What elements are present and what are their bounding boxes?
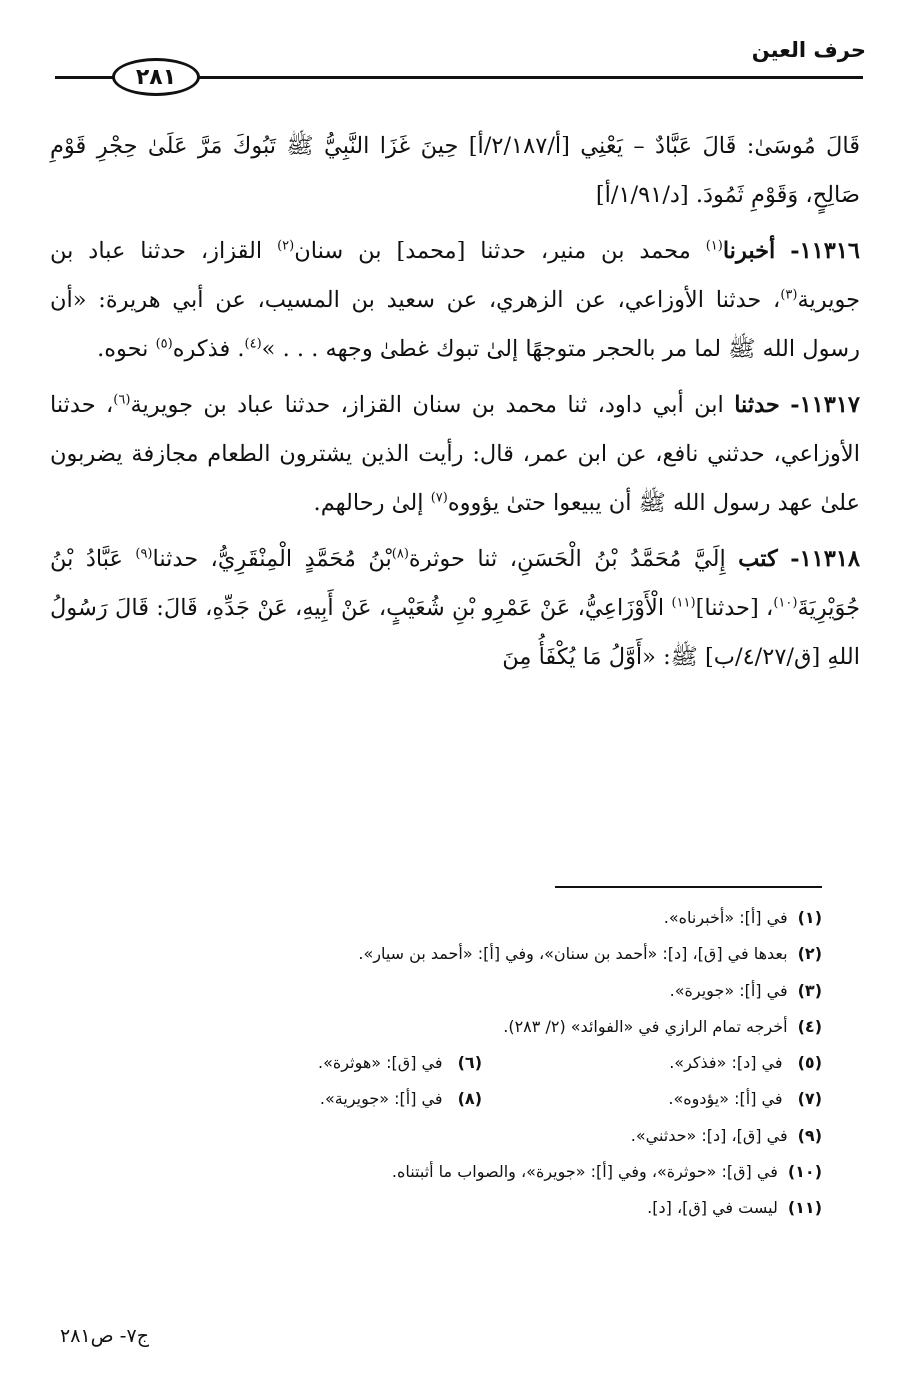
hadith-text: إلىٰ رحالهم.: [313, 490, 424, 516]
footnote-ref[interactable]: (٥): [155, 336, 173, 352]
footnote-item: [96, 936, 822, 972]
footnote-text: بعدها في [ق]، [د]: «أحمد بن سنان»، وفي [أ]: «أحمد بن سيار».: [358, 944, 788, 964]
page-number: ٢٨١: [135, 64, 177, 90]
footnote-text: في [ق]، [د]: «حدثني».: [630, 1125, 788, 1145]
page-number-badge: [112, 58, 200, 96]
footnote-number: (٨): [457, 1089, 482, 1109]
hadith-number: ١١٣١٨-: [790, 546, 860, 572]
hadith-text: ابن أبي داود، ثنا محمد بن سنان القزاز، حدثنا عباد بن جويرية: [130, 392, 724, 418]
footnote-number: (١١): [787, 1198, 822, 1218]
hadith-11316: [50, 227, 860, 374]
footnote-number: (٩): [797, 1125, 822, 1145]
footnote-text: في [أ]: «جويرة».: [669, 980, 788, 1000]
footnote-item-pair: [96, 1045, 822, 1081]
hadith-text: محمد بن منير، حدثنا [محمد] بن سنان: [294, 238, 691, 264]
hadith-number: ١١٣١٦-: [790, 238, 861, 264]
footnotes: [96, 900, 822, 1227]
footnote-ref[interactable]: (٩): [135, 546, 153, 562]
footnote-item: [96, 1190, 822, 1226]
hadith-text: ، [حدثنا]: [695, 595, 774, 621]
footnote-text: في [ق]: «حوثرة»، وفي [أ]: «جويرة»، والصواب ما أثبتناه.: [391, 1162, 778, 1182]
footnote-number: (٤): [797, 1016, 822, 1036]
footnote-ref[interactable]: (٧): [430, 490, 448, 506]
footnote-item: [96, 1118, 822, 1154]
hadith-text: بْنُ مُحَمَّدٍ الْمِنْقَرِيُّ، حدثنا: [152, 546, 392, 572]
footnote-ref[interactable]: (١): [705, 238, 723, 254]
footnote-number: (٦): [457, 1053, 482, 1073]
hadith-text: نحوه.: [97, 336, 149, 362]
footnote-text: في [ق]: «هوثرة».: [318, 1053, 443, 1073]
footnote-item: [96, 900, 822, 936]
hadith-text: عَبَّادُ بْنُ جُوَيْرِيَةَ: [50, 546, 860, 621]
footnote-ref[interactable]: (١١): [671, 595, 696, 611]
footnote-text: في [د]: «فذكر».: [669, 1053, 783, 1073]
paragraph-intro: [50, 122, 860, 220]
footnote-text: أخرجه تمام الرازي في «الفوائد» (٢/ ٢٨٣).: [503, 1016, 788, 1036]
hadith-keyword: كتب: [738, 546, 778, 572]
hadith-text: ، حدثنا الأوزاعي، عن الزهري، عن سعيد بن المسيب، عن أبي هريرة: «أن رسول الله ﷺ لما مر بالحجر متوجهًا إلىٰ تبوك غطىٰ وجهه . . . »: [50, 287, 860, 362]
hadith-number: ١١٣١٧-: [790, 392, 861, 418]
footnote-separator: [555, 886, 822, 888]
footnote-number: (١٠): [787, 1162, 822, 1182]
hadith-text: . فذكره: [172, 336, 245, 362]
footnote-number: (٣): [797, 980, 822, 1000]
footnote-text: في [أ]: «يؤدوه».: [668, 1089, 783, 1109]
hadith-text: الْأَوْزَاعِيُّ، عَنْ عَمْرِو بْنِ شُعَيْبٍ، عَنْ أَبِيهِ، عَنْ جَدِّهِ، قَالَ: قَالَ رَسُولُ اللهِ [ق/٤/٢٧/ب] ﷺ: «أَوَّلُ مَا يُكْفَأُ مِنَ: [50, 595, 860, 670]
hadith-text: القزاز، حدثنا عباد بن جويرية: [50, 238, 860, 313]
footnote-text: ليست في [ق]، [د].: [647, 1198, 778, 1218]
footnote-ref[interactable]: (٢): [277, 238, 295, 254]
footnote-cell: [482, 1081, 822, 1117]
footnote-text: في [أ]: «أخبرناه».: [663, 908, 788, 927]
hadith-11318: [50, 535, 860, 682]
hadith-text: ، حدثنا الأوزاعي، حدثني نافع، عن ابن عمر، قال: رأيت الذين يشترون الطعام مجازفة يضربون علىٰ عهد رسول الله ﷺ أن يبيعوا حتىٰ يؤووه: [50, 392, 860, 516]
footnote-number: (١): [797, 908, 822, 927]
footnote-cell: [482, 1045, 822, 1081]
footnote-text: في [أ]: «جويرية».: [319, 1089, 443, 1109]
footnote-number: (٥): [797, 1053, 822, 1073]
footnote-cell: [318, 1045, 482, 1081]
footnote-item: [96, 973, 822, 1009]
footnote-item: [96, 1009, 822, 1045]
page-reference: ج٧- ص٢٨١: [60, 1325, 149, 1347]
footnote-ref[interactable]: (٣): [780, 287, 798, 303]
footnote-item-pair: [96, 1081, 822, 1117]
footnote-ref[interactable]: (٨): [391, 546, 409, 562]
footnote-number: (٧): [797, 1089, 822, 1109]
footnote-ref[interactable]: (٦): [113, 392, 131, 408]
footnote-number: (٢): [797, 944, 822, 964]
hadith-11317: [50, 381, 860, 528]
hadith-keyword: حدثنا: [734, 392, 780, 418]
footnote-cell: [320, 1081, 482, 1117]
footnote-ref[interactable]: (٤): [244, 336, 262, 352]
main-text: [50, 122, 860, 689]
footnote-item: [96, 1154, 822, 1190]
paragraph-text: قَالَ مُوسَىٰ: قَالَ عَبَّادٌ – يَعْنِي [أ/٢/١٨٧/أ] حِينَ غَزَا النَّبِيُّ ﷺ تَبُوكَ مَرَّ عَلَىٰ حِجْرِ قَوْمِ صَالِحٍ، وَقَوْمِ ثَمُودَ. [د/١/٩١/أ]: [50, 133, 860, 208]
footnote-ref[interactable]: (١٠): [773, 595, 798, 611]
section-title: حرف العين: [751, 38, 866, 62]
hadith-keyword: أخبرنا: [722, 238, 776, 264]
hadith-text: إِلَيَّ مُحَمَّدُ بْنُ الْحَسَنِ، ثنا حوثرة: [408, 546, 726, 572]
